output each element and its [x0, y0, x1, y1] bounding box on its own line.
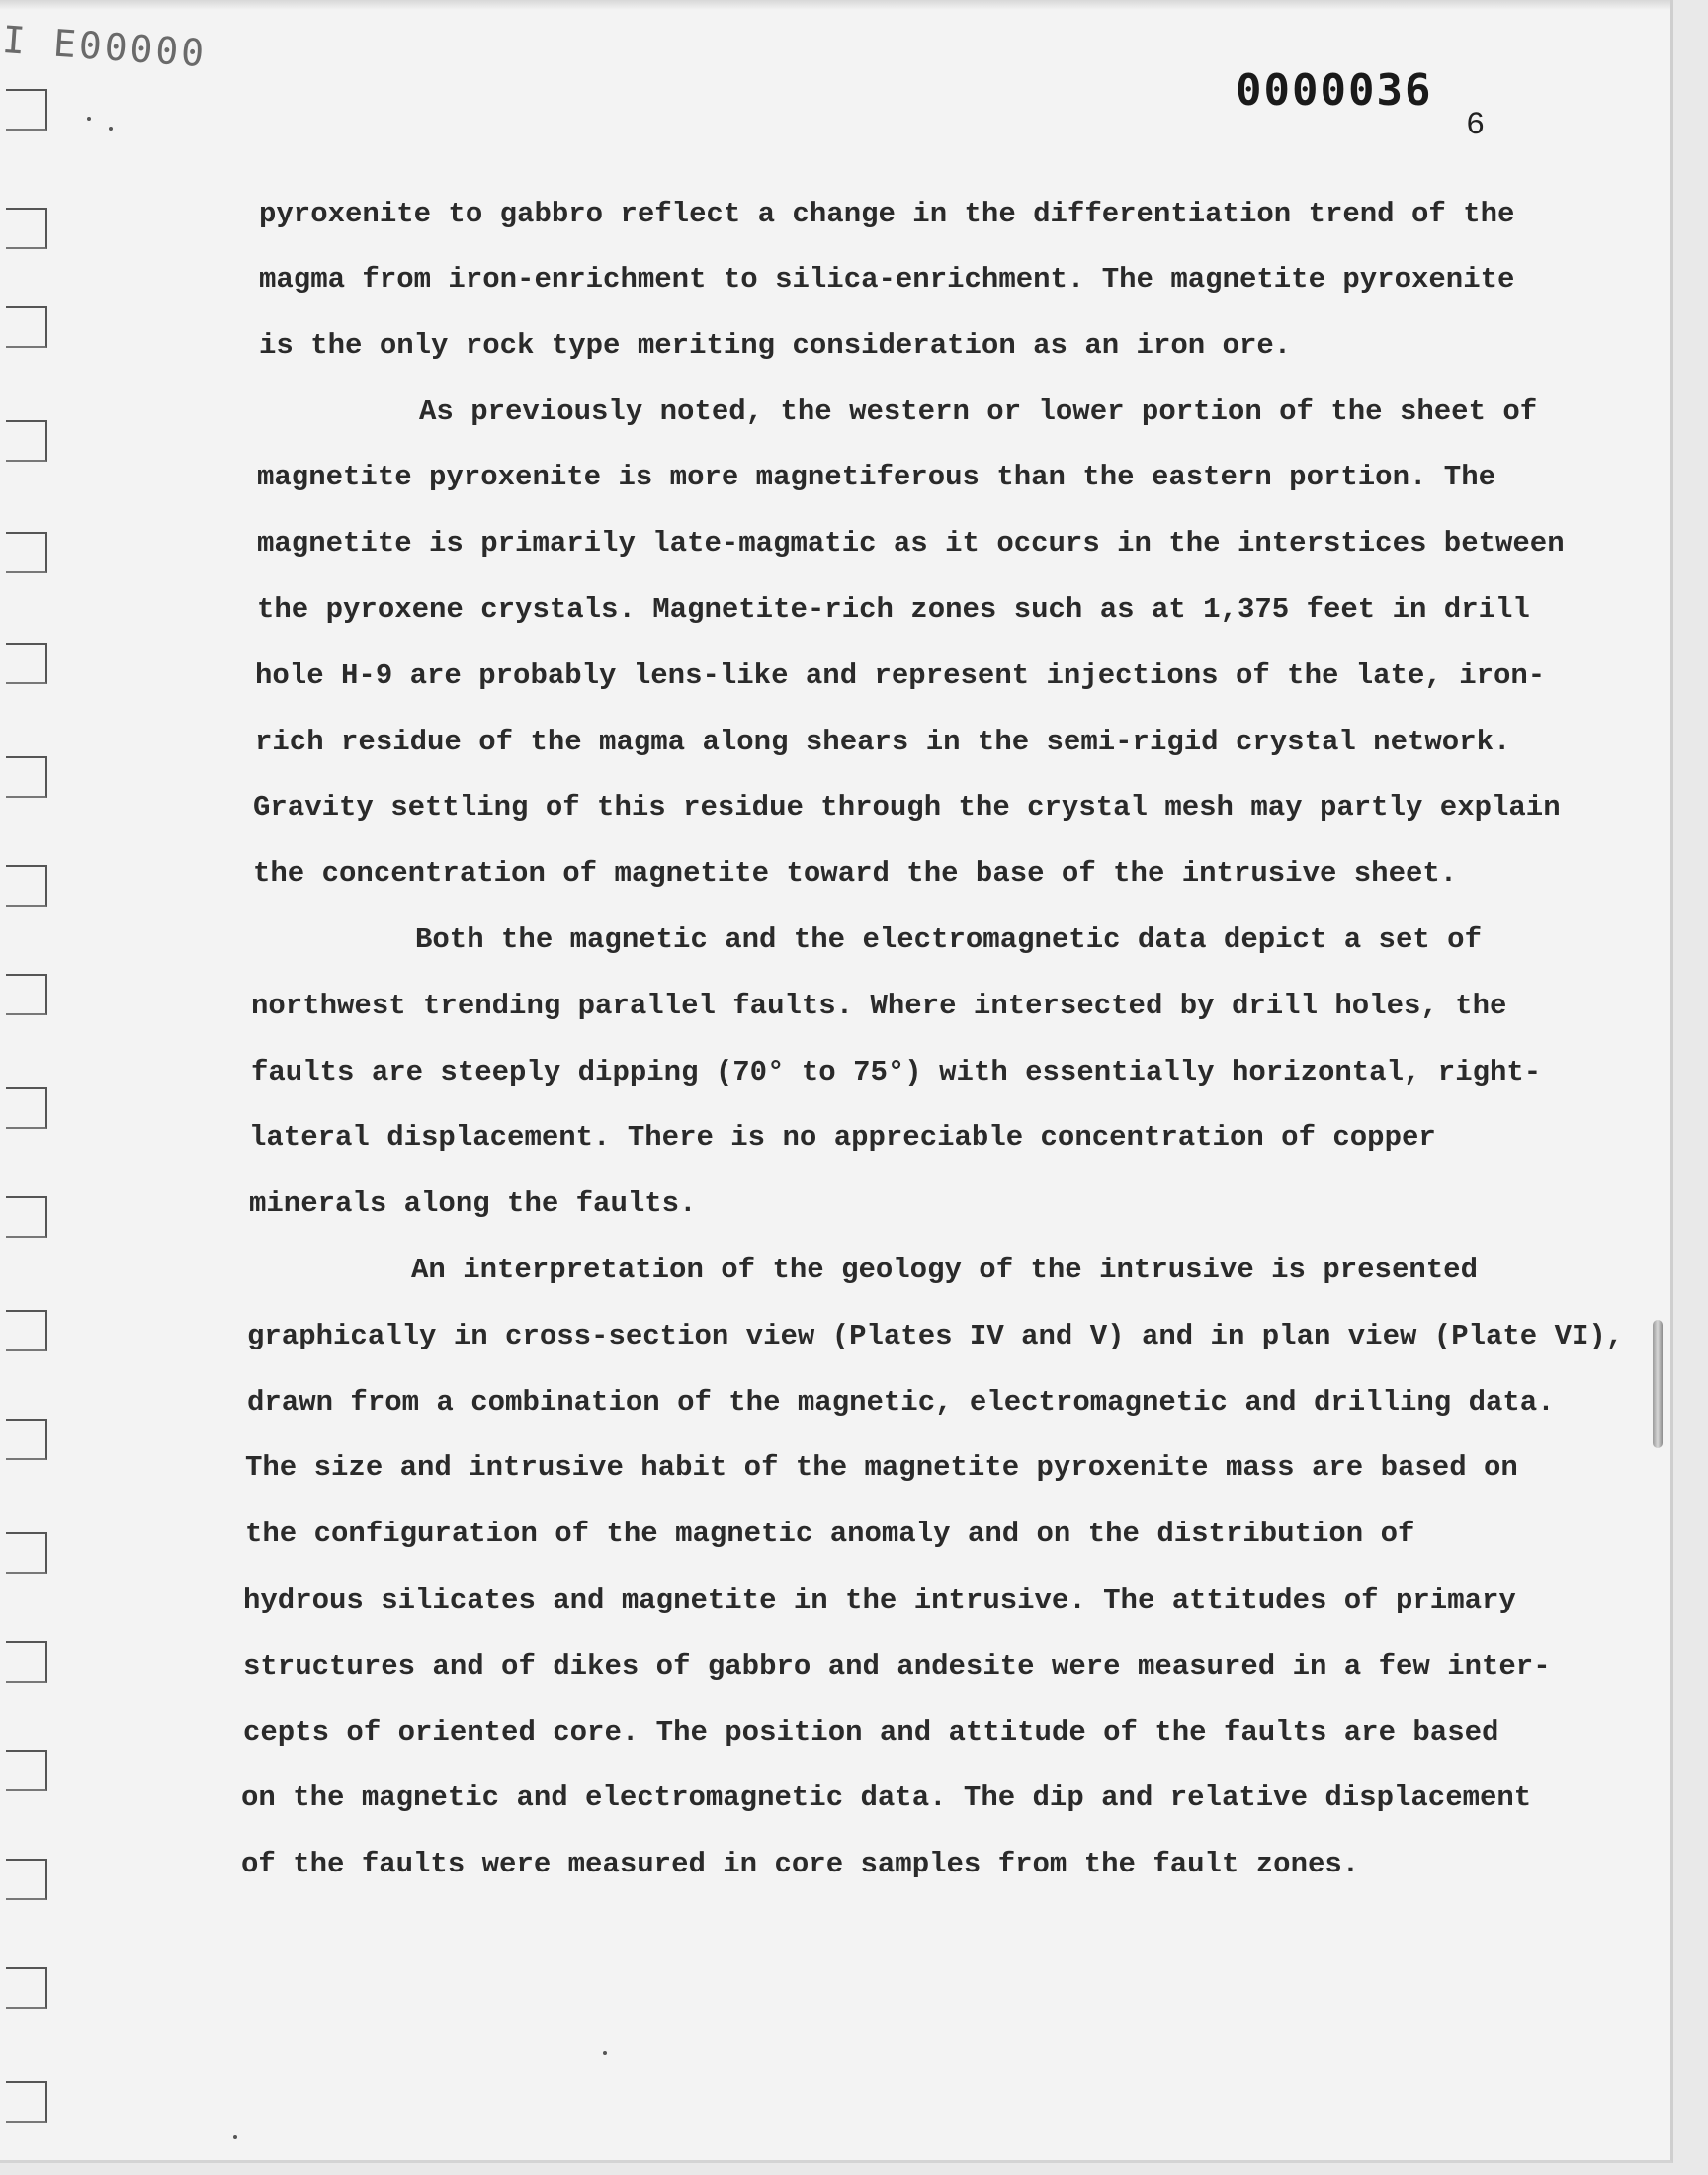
text-line: magnetite pyroxenite is more magnetiferous than the eastern portion. The — [257, 461, 1496, 493]
archive-stamp: I E00000 — [0, 18, 209, 76]
text-line: of the faults were measured in core samples from the fault zones. — [241, 1848, 1360, 1880]
text-line: lateral displacement. There is no appreciable concentration of copper — [249, 1121, 1436, 1154]
document-number: 0000036 — [1236, 65, 1433, 116]
text-line: Gravity settling of this residue through the crystal mesh may partly explain — [253, 791, 1561, 824]
text-line: is the only rock type meriting consideration as an iron ore. — [259, 329, 1292, 362]
page-number: 6 — [1466, 107, 1486, 143]
text-line: drawn from a combination of the magnetic, electromagnetic and drilling data. — [247, 1386, 1555, 1419]
text-line: the configuration of the magnetic anomaly and on the distribution of — [245, 1518, 1415, 1550]
text-line: An interpretation of the geology of the intrusive is presented — [411, 1254, 1478, 1286]
text-line: structures and of dikes of gabbro and andesite were measured in a few inter- — [243, 1650, 1551, 1683]
binder-clip — [1653, 1320, 1663, 1448]
scan-speck — [603, 2051, 607, 2055]
text-line: the pyroxene crystals. Magnetite-rich zones such as at 1,375 feet in drill — [257, 593, 1530, 626]
text-line: rich residue of the magma along shears in the semi-rigid crystal network. — [255, 726, 1511, 758]
text-line: on the magnetic and electromagnetic data. The dip and relative displacement — [241, 1782, 1532, 1814]
text-line: northwest trending parallel faults. Where intersected by drill holes, the — [251, 990, 1507, 1022]
text-line: Both the magnetic and the electromagnetic data depict a set of — [415, 923, 1482, 956]
scan-speck — [87, 117, 91, 121]
text-line: magma from iron-enrichment to silica-enrichment. The magnetite pyroxenite — [259, 263, 1515, 296]
text-line: graphically in cross-section view (Plates IV and V) and in plan view (Plate VI), — [247, 1320, 1624, 1352]
text-line: hydrous silicates and magnetite in the intrusive. The attitudes of primary — [243, 1584, 1516, 1616]
binding-hole-marks — [0, 59, 59, 2135]
text-line: minerals along the faults. — [249, 1187, 697, 1220]
text-line: hole H-9 are probably lens-like and represent injections of the late, iron- — [255, 659, 1546, 692]
text-line: As previously noted, the western or lower portion of the sheet of — [419, 395, 1538, 428]
text-line: faults are steeply dipping (70° to 75°) with essentially horizontal, right- — [251, 1056, 1542, 1088]
text-line: magnetite is primarily late-magmatic as it occurs in the interstices between — [257, 527, 1565, 560]
scan-speck — [109, 127, 113, 130]
scan-speck — [233, 2135, 237, 2139]
text-line: cepts of oriented core. The position and attitude of the faults are based — [243, 1716, 1499, 1749]
scan-top-edge — [0, 0, 1670, 10]
text-line: pyroxenite to gabbro reflect a change in the differentiation trend of the — [259, 198, 1515, 230]
text-line: The size and intrusive habit of the magnetite pyroxenite mass are based on — [245, 1451, 1518, 1484]
text-line: the concentration of magnetite toward the base of the intrusive sheet. — [253, 857, 1458, 890]
